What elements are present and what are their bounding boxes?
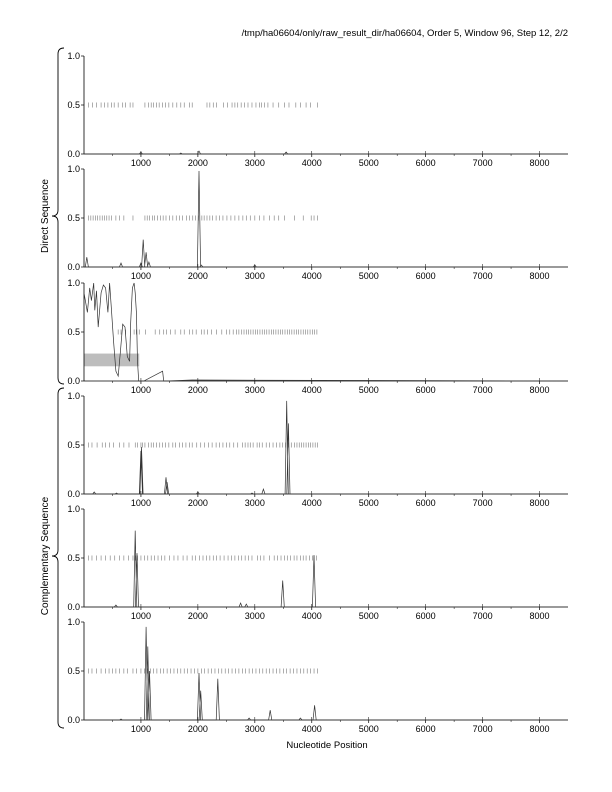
y-tick-label: 1.0	[67, 278, 80, 288]
y-tick-label: 0.0	[67, 602, 80, 612]
y-tick-label: 0.5	[67, 666, 80, 676]
y-tick-label: 1.0	[67, 617, 80, 627]
y-tick-label: 1.0	[67, 504, 80, 514]
y-tick-label: 0.5	[67, 100, 80, 110]
x-tick-label: 5000	[358, 611, 379, 621]
direct-sequence-label: Direct Sequence	[40, 179, 51, 253]
y-tick-label: 0.5	[67, 327, 80, 337]
y-tick-label: 0.0	[67, 715, 80, 725]
x-tick-label: 2000	[187, 271, 208, 281]
y-tick-label: 1.0	[67, 391, 80, 401]
series-line	[84, 171, 568, 267]
y-tick-label: 1.0	[67, 164, 80, 174]
x-tick-label: 2000	[187, 724, 208, 734]
x-tick-label: 7000	[472, 271, 493, 281]
y-tick-label: 0.0	[67, 262, 80, 272]
x-tick-label: 3000	[244, 724, 265, 734]
x-tick-label: 6000	[415, 611, 436, 621]
y-tick-label: 0.0	[67, 149, 80, 159]
complementary-sequence-label: Complementary Sequence	[40, 496, 51, 616]
panel-3	[67, 278, 568, 395]
x-tick-label: 7000	[472, 158, 493, 168]
x-tick-label: 4000	[301, 271, 322, 281]
x-tick-label: 1000	[130, 271, 151, 281]
y-tick-label: 0.0	[67, 376, 80, 386]
y-tick-label: 0.5	[67, 213, 80, 223]
x-tick-label: 1000	[130, 611, 151, 621]
x-tick-label: 8000	[529, 611, 550, 621]
x-tick-label: 5000	[358, 498, 379, 508]
x-axis-label: Nucleotide Position	[286, 740, 368, 751]
series-line	[84, 283, 568, 381]
page-title: /tmp/ha06604/only/raw_result_dir/ha06604, Order 5, Window 96, Step 12, 2/2	[241, 28, 568, 39]
x-tick-label: 1000	[130, 385, 151, 395]
x-tick-label: 4000	[301, 158, 322, 168]
x-tick-label: 2000	[187, 385, 208, 395]
panels	[67, 51, 568, 734]
x-tick-label: 3000	[244, 158, 265, 168]
y-tick-label: 0.5	[67, 553, 80, 563]
x-tick-label: 2000	[187, 498, 208, 508]
direct-sequence-bracket	[52, 48, 64, 384]
x-tick-label: 1000	[130, 724, 151, 734]
panel-4	[67, 391, 568, 508]
shaded-band	[84, 354, 139, 367]
x-tick-label: 6000	[415, 158, 436, 168]
series-line	[84, 531, 568, 607]
x-tick-label: 8000	[529, 498, 550, 508]
x-tick-label: 5000	[358, 724, 379, 734]
x-tick-label: 1000	[130, 498, 151, 508]
series-line	[84, 151, 568, 154]
x-tick-label: 8000	[529, 158, 550, 168]
x-tick-label: 4000	[301, 724, 322, 734]
panel-6	[67, 617, 568, 734]
x-tick-label: 8000	[529, 271, 550, 281]
x-tick-label: 7000	[472, 385, 493, 395]
x-tick-label: 7000	[472, 611, 493, 621]
x-tick-label: 3000	[244, 611, 265, 621]
x-tick-label: 2000	[187, 611, 208, 621]
panel-5	[67, 504, 568, 621]
y-tick-label: 0.5	[67, 440, 80, 450]
x-tick-label: 5000	[358, 385, 379, 395]
x-tick-label: 4000	[301, 611, 322, 621]
x-tick-label: 3000	[244, 271, 265, 281]
x-tick-label: 2000	[187, 158, 208, 168]
x-tick-label: 3000	[244, 498, 265, 508]
complementary-sequence-bracket	[52, 388, 64, 728]
x-tick-label: 4000	[301, 498, 322, 508]
x-tick-label: 7000	[472, 498, 493, 508]
y-tick-label: 1.0	[67, 51, 80, 61]
x-tick-label: 6000	[415, 271, 436, 281]
x-tick-label: 6000	[415, 498, 436, 508]
y-tick-label: 0.0	[67, 489, 80, 499]
x-tick-label: 7000	[472, 724, 493, 734]
panel-2	[67, 164, 568, 281]
x-tick-label: 6000	[415, 385, 436, 395]
panel-1	[67, 51, 568, 168]
x-tick-label: 8000	[529, 724, 550, 734]
x-tick-label: 4000	[301, 385, 322, 395]
x-tick-label: 3000	[244, 385, 265, 395]
x-tick-label: 6000	[415, 724, 436, 734]
x-tick-label: 5000	[358, 271, 379, 281]
x-tick-label: 5000	[358, 158, 379, 168]
x-tick-label: 1000	[130, 158, 151, 168]
x-tick-label: 8000	[529, 385, 550, 395]
